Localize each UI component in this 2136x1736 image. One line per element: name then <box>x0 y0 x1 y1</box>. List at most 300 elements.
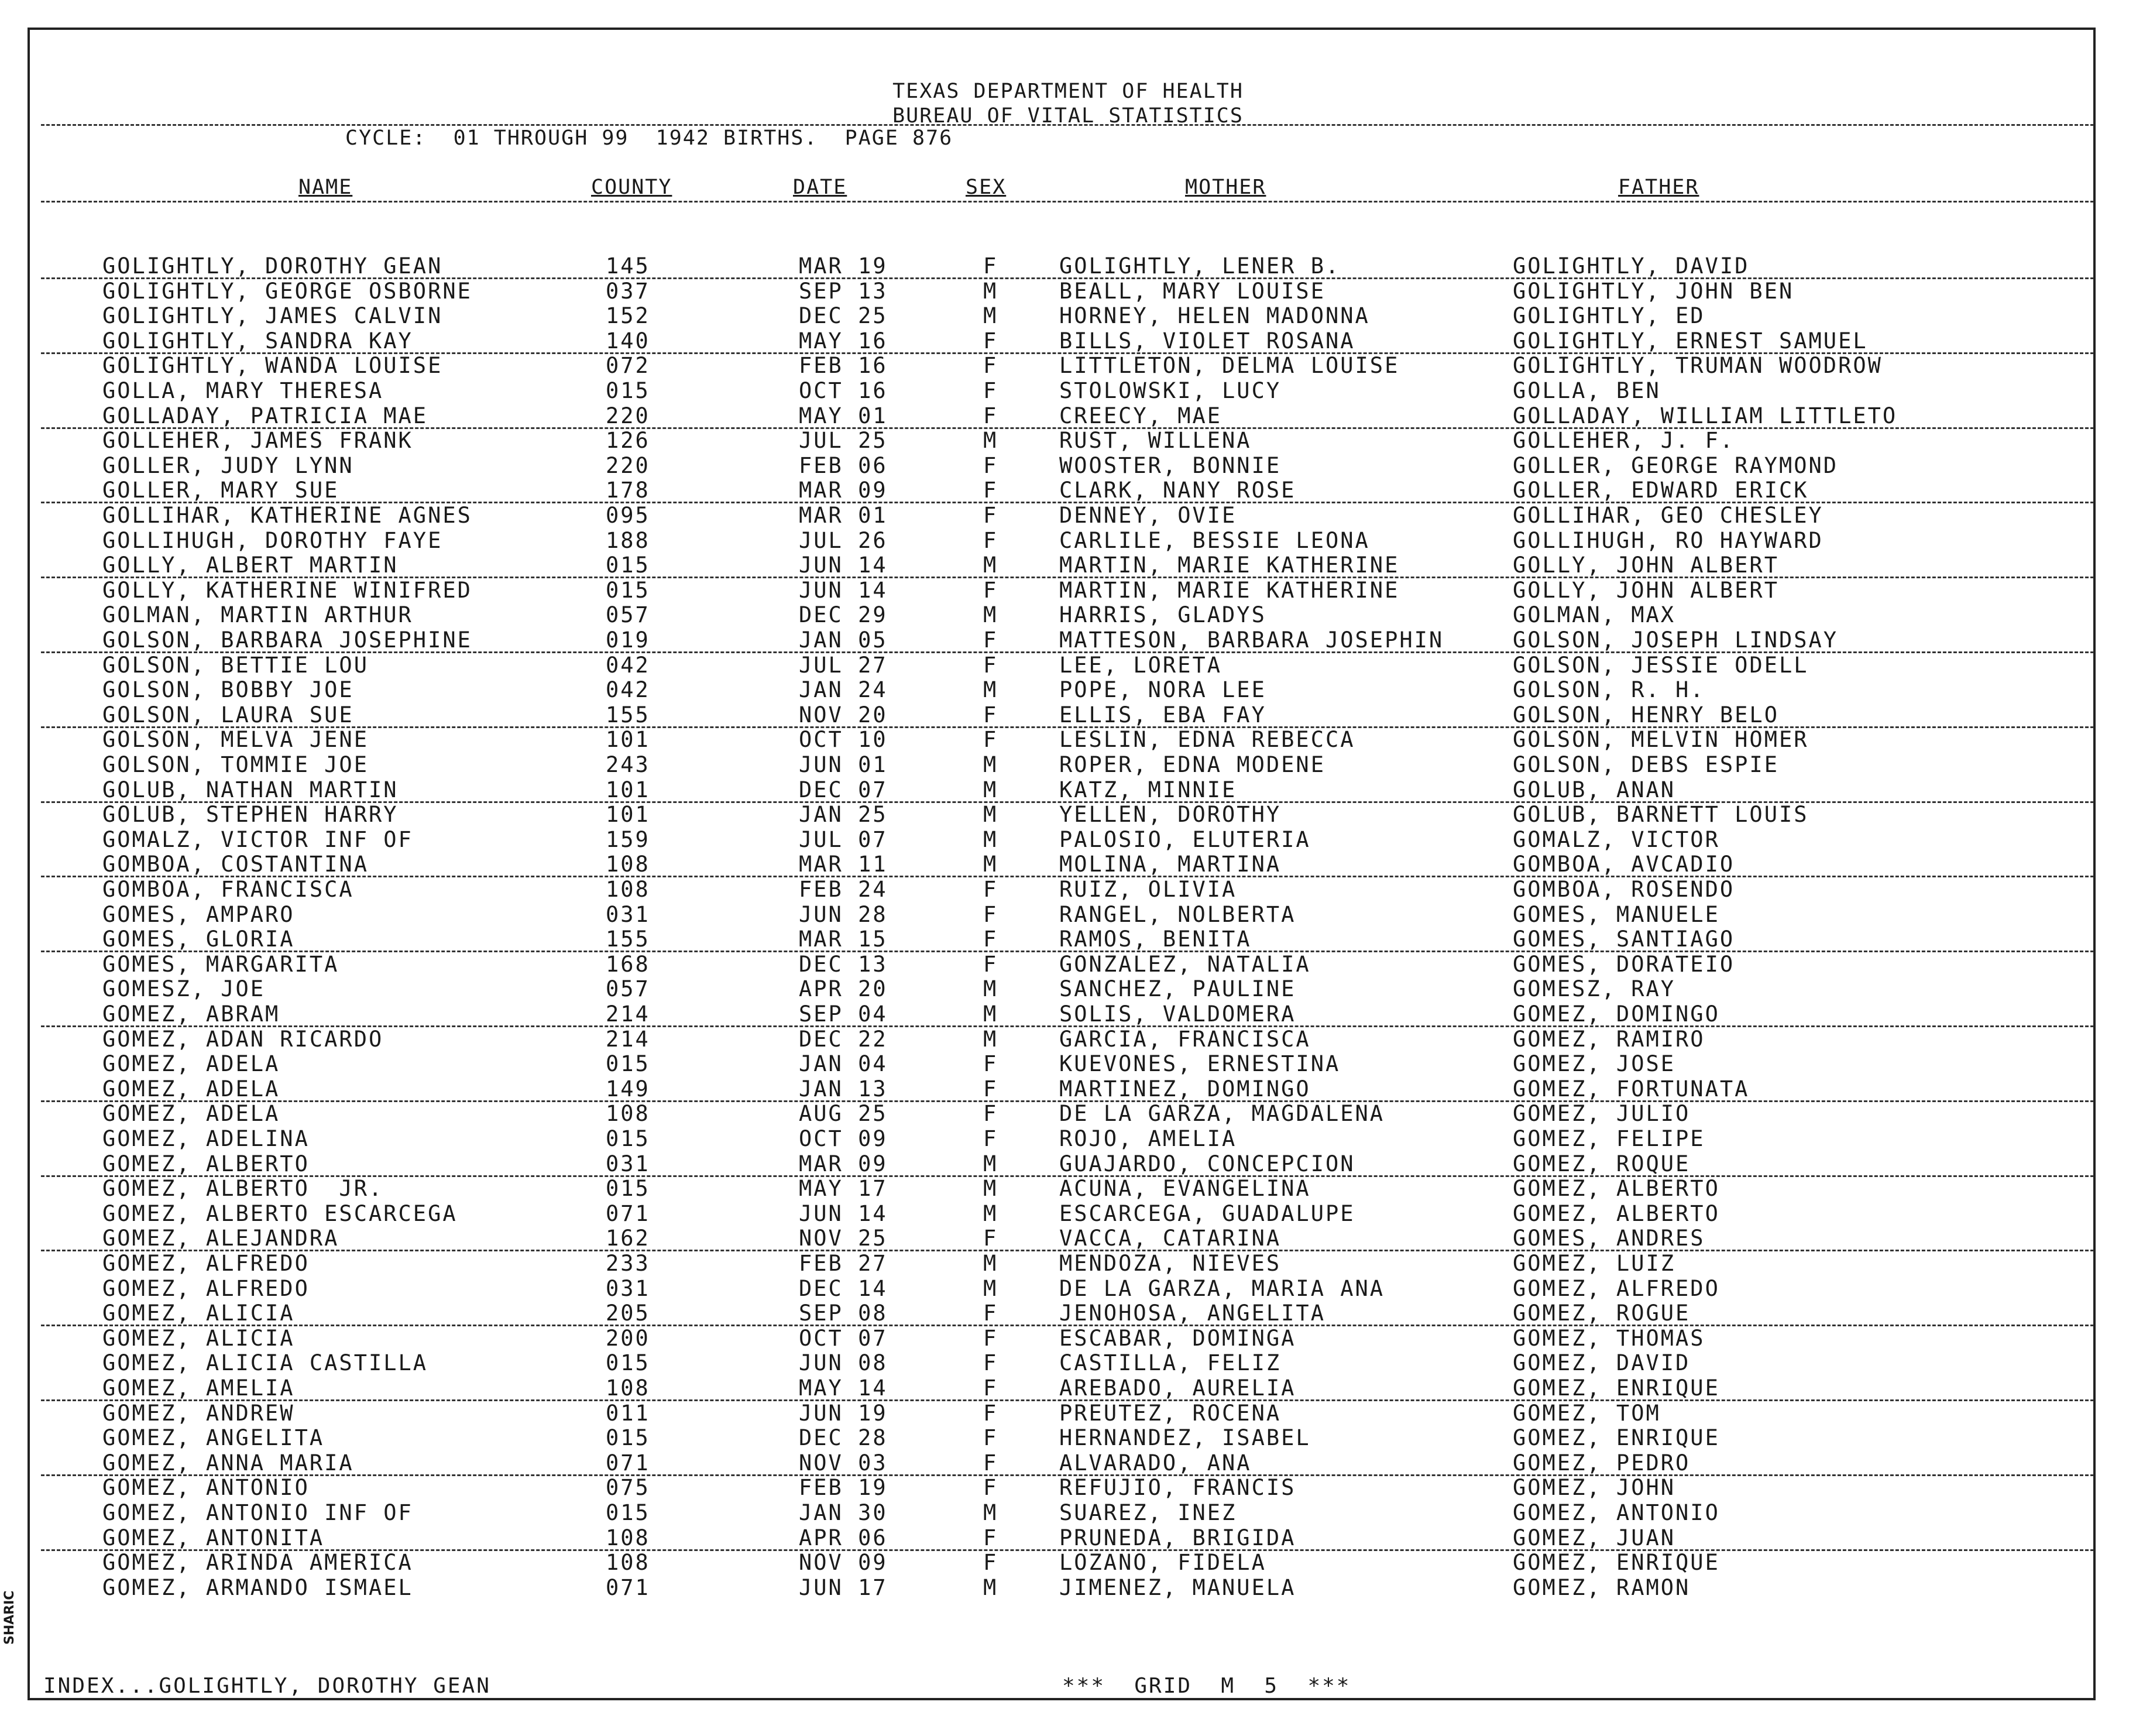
cell-county: 155 <box>606 927 650 952</box>
cell-sex: F <box>983 901 998 927</box>
cell-mother: HERNANDEZ, ISABEL <box>1059 1425 1311 1451</box>
cell-name: GOLIGHTLY, SANDRA KAY <box>102 328 413 354</box>
cell-mother: RANGEL, NOLBERTA <box>1059 901 1296 927</box>
cell-sex: F <box>983 1301 998 1326</box>
cell-date: JUN 14 <box>799 553 888 578</box>
cell-sex: F <box>983 951 998 977</box>
cell-sex: M <box>983 553 998 578</box>
cell-mother: DE LA GARZA, MARIA ANA <box>1059 1275 1385 1301</box>
cell-sex: F <box>983 1475 998 1501</box>
cell-name: GOMEZ, ANTONIO <box>102 1475 310 1501</box>
cell-sex: F <box>983 1226 998 1251</box>
cell-date: OCT 10 <box>799 727 888 753</box>
cell-sex: M <box>983 1500 998 1525</box>
cell-date: FEB 06 <box>799 452 888 478</box>
cell-date: DEC 22 <box>799 1026 888 1052</box>
cell-father: GOMEZ, PEDRO <box>1513 1450 1691 1476</box>
cell-father: GOMBOA, ROSENDO <box>1513 877 1735 902</box>
cell-county: 042 <box>606 652 650 678</box>
cell-father: GOLIGHTLY, DAVID <box>1513 253 1750 279</box>
cell-mother: CLARK, NANY ROSE <box>1059 478 1296 503</box>
cell-name: GOMEZ, ANTONIO INF OF <box>102 1500 413 1525</box>
cell-mother: RAMOS, BENITA <box>1059 927 1252 952</box>
cell-mother: MARTIN, MARIE KATHERINE <box>1059 577 1400 603</box>
cell-father: GOMES, MANUELE <box>1513 901 1720 927</box>
cell-date: MAR 15 <box>799 927 888 952</box>
cell-name: GOMEZ, ALFREDO <box>102 1275 310 1301</box>
cell-mother: JENOHOSA, ANGELITA <box>1059 1301 1325 1326</box>
cell-date: MAR 11 <box>799 852 888 877</box>
cell-father: GOMEZ, TOM <box>1513 1400 1661 1426</box>
cell-mother: REFUJIO, FRANCIS <box>1059 1475 1296 1501</box>
cell-sex: F <box>983 652 998 678</box>
cell-county: 243 <box>606 752 650 777</box>
cell-county: 200 <box>606 1325 650 1351</box>
cell-father: GOMEZ, ENRIQUE <box>1513 1375 1720 1401</box>
cell-name: GOMEZ, AMELIA <box>102 1375 295 1401</box>
cell-date: FEB 16 <box>799 353 888 379</box>
cell-date: JUN 14 <box>799 1200 888 1226</box>
cell-date: MAR 19 <box>799 253 888 279</box>
cell-sex: F <box>983 328 998 354</box>
cell-name: GOMESZ, JOE <box>102 976 266 1002</box>
cell-name: GOMEZ, ARINDA AMERICA <box>102 1550 413 1576</box>
cell-father: GOLLER, GEORGE RAYMOND <box>1513 452 1839 478</box>
cell-date: DEC 25 <box>799 303 888 329</box>
cell-county: 015 <box>606 1176 650 1202</box>
cell-mother: CREECY, MAE <box>1059 403 1222 428</box>
cell-mother: DE LA GARZA, MAGDALENA <box>1059 1101 1385 1127</box>
cell-county: 015 <box>606 378 650 403</box>
cell-father: GOMEZ, THOMAS <box>1513 1325 1705 1351</box>
cell-county: 188 <box>606 527 650 553</box>
cell-county: 031 <box>606 901 650 927</box>
cell-mother: VACCA, CATARINA <box>1059 1226 1282 1251</box>
cell-father: GOLLA, BEN <box>1513 378 1661 403</box>
cell-mother: MOLINA, MARTINA <box>1059 852 1282 877</box>
cell-name: GOLLA, MARY THERESA <box>102 378 384 403</box>
cell-sex: M <box>983 1275 998 1301</box>
cell-father: GOMEZ, JUAN <box>1513 1525 1676 1550</box>
cell-county: 220 <box>606 403 650 428</box>
cell-mother: STOLOWSKI, LUCY <box>1059 378 1282 403</box>
cell-father: GOLSON, R. H. <box>1513 677 1705 703</box>
cell-county: 108 <box>606 1375 650 1401</box>
column-header-mother: MOTHER <box>1185 176 1266 199</box>
cell-sex: M <box>983 303 998 329</box>
cell-father: GOLLER, EDWARD ERICK <box>1513 478 1809 503</box>
cell-date: NOV 03 <box>799 1450 888 1476</box>
cell-date: DEC 07 <box>799 777 888 802</box>
cell-mother: MATTESON, BARBARA JOSEPHIN <box>1059 627 1444 653</box>
cell-father: GOMEZ, DAVID <box>1513 1350 1691 1376</box>
cell-county: 168 <box>606 951 650 977</box>
cell-county: 057 <box>606 602 650 628</box>
cell-mother: MARTIN, MARIE KATHERINE <box>1059 553 1400 578</box>
cell-sex: F <box>983 627 998 653</box>
cell-name: GOMBOA, FRANCISCA <box>102 877 354 902</box>
cell-name: GOLSON, TOMMIE JOE <box>102 752 369 777</box>
cell-sex: F <box>983 1550 998 1576</box>
cell-mother: BILLS, VIOLET ROSANA <box>1059 328 1355 354</box>
cell-father: GOLSON, HENRY BELO <box>1513 702 1779 728</box>
cell-father: GOMEZ, RAMIRO <box>1513 1026 1705 1052</box>
cell-mother: ESCABAR, DOMINGA <box>1059 1325 1296 1351</box>
cell-father: GOLLY, JOHN ALBERT <box>1513 577 1779 603</box>
cell-county: 140 <box>606 328 650 354</box>
cell-county: 162 <box>606 1226 650 1251</box>
cell-date: JAN 24 <box>799 677 888 703</box>
cell-father: GOMBOA, AVCADIO <box>1513 852 1735 877</box>
cell-name: GOLLY, ALBERT MARTIN <box>102 553 399 578</box>
cell-mother: HARRIS, GLADYS <box>1059 602 1266 628</box>
cell-father: GOLLADAY, WILLIAM LITTLETO <box>1513 403 1898 428</box>
cell-name: GOLIGHTLY, DOROTHY GEAN <box>102 253 443 279</box>
cycle-info: CYCLE: 01 THROUGH 99 1942 BIRTHS. PAGE 876 <box>345 126 953 150</box>
cell-mother: LITTLETON, DELMA LOUISE <box>1059 353 1400 379</box>
cell-date: JUL 26 <box>799 527 888 553</box>
cell-mother: ROPER, EDNA MODENE <box>1059 752 1325 777</box>
cell-date: APR 20 <box>799 976 888 1002</box>
cell-date: JUN 14 <box>799 577 888 603</box>
cell-date: MAY 17 <box>799 1176 888 1202</box>
cell-name: GOLLY, KATHERINE WINIFRED <box>102 577 472 603</box>
cell-mother: ACUNA, EVANGELINA <box>1059 1176 1311 1202</box>
index-label: INDEX...GOLIGHTLY, DOROTHY GEAN <box>43 1674 491 1698</box>
cell-name: GOLLIHUGH, DOROTHY FAYE <box>102 527 443 553</box>
cell-name: GOMEZ, ALEJANDRA <box>102 1226 339 1251</box>
cell-county: 233 <box>606 1251 650 1276</box>
cell-father: GOLIGHTLY, TRUMAN WOODROW <box>1513 353 1883 379</box>
cell-sex: M <box>983 602 998 628</box>
cell-county: 214 <box>606 1026 650 1052</box>
cell-mother: ESCARCEGA, GUADALUPE <box>1059 1200 1355 1226</box>
cell-father: GOMEZ, ANTONIO <box>1513 1500 1720 1525</box>
cell-sex: M <box>983 826 998 852</box>
cell-sex: F <box>983 1051 998 1077</box>
cell-father: GOMEZ, JOHN <box>1513 1475 1676 1501</box>
cell-mother: ELLIS, EBA FAY <box>1059 702 1266 728</box>
cell-sex: M <box>983 1026 998 1052</box>
cell-county: 019 <box>606 627 650 653</box>
cell-mother: MENDOZA, NIEVES <box>1059 1251 1282 1276</box>
cell-county: 126 <box>606 428 650 454</box>
cell-mother: AREBADO, AURELIA <box>1059 1375 1296 1401</box>
cell-sex: M <box>983 777 998 802</box>
cell-name: GOMEZ, ALFREDO <box>102 1251 310 1276</box>
cell-sex: M <box>983 802 998 828</box>
cell-father: GOMEZ, JOSE <box>1513 1051 1676 1077</box>
cell-sex: M <box>983 1001 998 1027</box>
cell-father: GOLIGHTLY, ERNEST SAMUEL <box>1513 328 1868 354</box>
cell-county: 178 <box>606 478 650 503</box>
cell-name: GOLSON, BOBBY JOE <box>102 677 354 703</box>
cell-county: 108 <box>606 877 650 902</box>
cell-county: 015 <box>606 1500 650 1525</box>
cell-county: 205 <box>606 1301 650 1326</box>
cell-mother: GOLIGHTLY, LENER B. <box>1059 253 1341 279</box>
cell-date: JAN 25 <box>799 802 888 828</box>
cell-father: GOMEZ, ENRIQUE <box>1513 1425 1720 1451</box>
cell-sex: F <box>983 1325 998 1351</box>
cell-name: GOLLEHER, JAMES FRANK <box>102 428 413 454</box>
cell-mother: CASTILLA, FELIZ <box>1059 1350 1282 1376</box>
column-header-sex: SEX <box>966 176 1007 199</box>
cell-name: GOMEZ, ADELINA <box>102 1126 310 1151</box>
cell-sex: F <box>983 1450 998 1476</box>
cell-mother: BEALL, MARY LOUISE <box>1059 278 1325 304</box>
cell-county: 042 <box>606 677 650 703</box>
cell-name: GOMEZ, ALICIA <box>102 1301 295 1326</box>
cell-mother: GUAJARDO, CONCEPCION <box>1059 1151 1355 1176</box>
cell-county: 159 <box>606 826 650 852</box>
cell-date: DEC 13 <box>799 951 888 977</box>
cell-father: GOMEZ, ALBERTO <box>1513 1200 1720 1226</box>
cell-county: 015 <box>606 1350 650 1376</box>
cell-date: JUL 25 <box>799 428 888 454</box>
cell-name: GOLLADAY, PATRICIA MAE <box>102 403 428 428</box>
cell-sex: M <box>983 278 998 304</box>
cell-father: GOMESZ, RAY <box>1513 976 1676 1002</box>
cell-sex: F <box>983 353 998 379</box>
cell-county: 015 <box>606 577 650 603</box>
cell-name: GOMEZ, ABRAM <box>102 1001 280 1027</box>
cell-name: GOMEZ, ALBERTO JR. <box>102 1176 384 1202</box>
cell-date: NOV 20 <box>799 702 888 728</box>
cell-sex: M <box>983 1151 998 1176</box>
cell-sex: F <box>983 1076 998 1102</box>
cell-mother: KATZ, MINNIE <box>1059 777 1237 802</box>
cell-date: DEC 28 <box>799 1425 888 1451</box>
cell-mother: KUEVONES, ERNESTINA <box>1059 1051 1341 1077</box>
cell-mother: CARLILE, BESSIE LEONA <box>1059 527 1370 553</box>
cell-father: GOMEZ, JULIO <box>1513 1101 1691 1127</box>
cell-sex: M <box>983 428 998 454</box>
cell-name: GOLUB, STEPHEN HARRY <box>102 802 399 828</box>
cell-mother: DENNEY, OVIE <box>1059 503 1237 528</box>
cell-name: GOMEZ, ADAN RICARDO <box>102 1026 384 1052</box>
bureau-title: BUREAU OF VITAL STATISTICS <box>892 104 1244 128</box>
cell-name: GOMEZ, ADELA <box>102 1076 280 1102</box>
cell-date: JAN 30 <box>799 1500 888 1525</box>
cell-county: 031 <box>606 1151 650 1176</box>
cell-mother: LEE, LORETA <box>1059 652 1222 678</box>
column-header-county: COUNTY <box>591 176 672 199</box>
cell-name: GOLIGHTLY, GEORGE OSBORNE <box>102 278 472 304</box>
cell-county: 149 <box>606 1076 650 1102</box>
cell-county: 037 <box>606 278 650 304</box>
cell-date: SEP 08 <box>799 1301 888 1326</box>
cell-father: GOMEZ, LUIZ <box>1513 1251 1676 1276</box>
cell-father: GOMEZ, ROQUE <box>1513 1151 1691 1176</box>
cell-sex: F <box>983 727 998 753</box>
cell-date: FEB 24 <box>799 877 888 902</box>
cell-name: GOMEZ, ANTONITA <box>102 1525 325 1550</box>
cell-father: GOMES, SANTIAGO <box>1513 927 1735 952</box>
cell-father: GOMES, ANDRES <box>1513 1226 1705 1251</box>
cell-sex: F <box>983 1375 998 1401</box>
cell-name: GOLLIHAR, KATHERINE AGNES <box>102 503 472 528</box>
cell-date: OCT 07 <box>799 1325 888 1351</box>
cell-sex: F <box>983 702 998 728</box>
cell-county: 095 <box>606 503 650 528</box>
cell-father: GOLLY, JOHN ALBERT <box>1513 553 1779 578</box>
cell-name: GOMEZ, ARMANDO ISMAEL <box>102 1574 413 1600</box>
cell-date: JUL 27 <box>799 652 888 678</box>
cell-date: FEB 19 <box>799 1475 888 1501</box>
cell-sex: F <box>983 403 998 428</box>
cell-county: 101 <box>606 727 650 753</box>
cell-mother: HORNEY, HELEN MADONNA <box>1059 303 1370 329</box>
cell-sex: M <box>983 752 998 777</box>
cell-name: GOMES, GLORIA <box>102 927 295 952</box>
cell-date: FEB 27 <box>799 1251 888 1276</box>
cell-date: OCT 09 <box>799 1126 888 1151</box>
cell-mother: PALOSIO, ELUTERIA <box>1059 826 1311 852</box>
cell-name: GOMEZ, ANDREW <box>102 1400 295 1426</box>
agency-title: TEXAS DEPARTMENT OF HEALTH <box>892 80 1244 103</box>
cell-date: AUG 25 <box>799 1101 888 1127</box>
cell-father: GOLLEHER, J. F. <box>1513 428 1735 454</box>
cell-date: MAR 09 <box>799 1151 888 1176</box>
cell-sex: F <box>983 503 998 528</box>
cell-date: JUN 08 <box>799 1350 888 1376</box>
cell-sex: F <box>983 1126 998 1151</box>
cell-mother: ALVARADO, ANA <box>1059 1450 1252 1476</box>
cell-name: GOMEZ, ALBERTO ESCARCEGA <box>102 1200 458 1226</box>
cell-name: GOLSON, BARBARA JOSEPHINE <box>102 627 472 653</box>
cell-mother: POPE, NORA LEE <box>1059 677 1266 703</box>
cell-date: JUN 17 <box>799 1574 888 1600</box>
cell-county: 057 <box>606 976 650 1002</box>
cell-name: GOLUB, NATHAN MARTIN <box>102 777 399 802</box>
cell-mother: PRUNEDA, BRIGIDA <box>1059 1525 1296 1550</box>
cell-sex: M <box>983 1251 998 1276</box>
cell-date: OCT 16 <box>799 378 888 403</box>
cell-sex: F <box>983 478 998 503</box>
cell-date: JUN 28 <box>799 901 888 927</box>
cell-sex: F <box>983 1400 998 1426</box>
cell-county: 108 <box>606 1525 650 1550</box>
column-header-father: FATHER <box>1618 176 1699 199</box>
cell-father: GOLUB, BARNETT LOUIS <box>1513 802 1809 828</box>
cell-date: NOV 25 <box>799 1226 888 1251</box>
cell-mother: GONZALEZ, NATALIA <box>1059 951 1311 977</box>
cell-date: MAR 09 <box>799 478 888 503</box>
cell-date: JAN 04 <box>799 1051 888 1077</box>
cell-county: 015 <box>606 1051 650 1077</box>
cell-county: 152 <box>606 303 650 329</box>
cell-father: GOLSON, JOSEPH LINDSAY <box>1513 627 1839 653</box>
cell-county: 071 <box>606 1574 650 1600</box>
cell-sex: M <box>983 1574 998 1600</box>
cell-date: NOV 09 <box>799 1550 888 1576</box>
cell-county: 015 <box>606 1425 650 1451</box>
cell-name: GOMBOA, COSTANTINA <box>102 852 369 877</box>
grid-label: *** GRID M 5 *** <box>1062 1674 1351 1698</box>
cell-sex: F <box>983 452 998 478</box>
cell-father: GOLIGHTLY, JOHN BEN <box>1513 278 1794 304</box>
cell-sex: F <box>983 378 998 403</box>
cell-county: 072 <box>606 353 650 379</box>
cell-sex: F <box>983 253 998 279</box>
cell-mother: GARCIA, FRANCISCA <box>1059 1026 1311 1052</box>
cell-mother: LESLIN, EDNA REBECCA <box>1059 727 1355 753</box>
cell-father: GOMEZ, ROGUE <box>1513 1301 1691 1326</box>
cell-name: GOMALZ, VICTOR INF OF <box>102 826 413 852</box>
cell-county: 108 <box>606 852 650 877</box>
cell-name: GOMEZ, ANGELITA <box>102 1425 325 1451</box>
cell-date: SEP 04 <box>799 1001 888 1027</box>
cell-mother: ROJO, AMELIA <box>1059 1126 1237 1151</box>
cell-name: GOLIGHTLY, JAMES CALVIN <box>102 303 443 329</box>
cell-father: GOLSON, JESSIE ODELL <box>1513 652 1809 678</box>
cell-name: GOLMAN, MARTIN ARTHUR <box>102 602 413 628</box>
cell-date: JUN 19 <box>799 1400 888 1426</box>
cell-mother: SOLIS, VALDOMERA <box>1059 1001 1296 1027</box>
cell-county: 214 <box>606 1001 650 1027</box>
cell-father: GOLMAN, MAX <box>1513 602 1676 628</box>
cell-sex: F <box>983 577 998 603</box>
cell-date: DEC 29 <box>799 602 888 628</box>
cell-father: GOLIGHTLY, ED <box>1513 303 1705 329</box>
cell-date: MAY 14 <box>799 1375 888 1401</box>
cell-father: GOLSON, MELVIN HOMER <box>1513 727 1809 753</box>
cell-father: GOMEZ, FELIPE <box>1513 1126 1705 1151</box>
cell-father: GOMEZ, FORTUNATA <box>1513 1076 1750 1102</box>
cell-mother: PREUTEZ, ROCENA <box>1059 1400 1282 1426</box>
cell-mother: LOZANO, FIDELA <box>1059 1550 1266 1576</box>
cell-date: JUL 07 <box>799 826 888 852</box>
cell-sex: F <box>983 1425 998 1451</box>
cell-name: GOMEZ, ALBERTO <box>102 1151 310 1176</box>
cell-name: GOLLER, MARY SUE <box>102 478 339 503</box>
cell-date: DEC 14 <box>799 1275 888 1301</box>
cell-father: GOLUB, ANAN <box>1513 777 1676 802</box>
cell-sex: M <box>983 1200 998 1226</box>
cell-date: MAY 16 <box>799 328 888 354</box>
cell-mother: MARTINEZ, DOMINGO <box>1059 1076 1311 1102</box>
cell-county: 101 <box>606 777 650 802</box>
cell-sex: F <box>983 1525 998 1550</box>
cell-sex: F <box>983 527 998 553</box>
cell-name: GOMES, MARGARITA <box>102 951 339 977</box>
cell-county: 071 <box>606 1450 650 1476</box>
cell-county: 015 <box>606 553 650 578</box>
cell-date: MAR 01 <box>799 503 888 528</box>
cell-mother: SUAREZ, INEZ <box>1059 1500 1237 1525</box>
side-label: SHARIC <box>2 1590 17 1645</box>
cell-father: GOMES, DORATEIO <box>1513 951 1735 977</box>
column-header-name: NAME <box>298 176 353 199</box>
cell-county: 108 <box>606 1101 650 1127</box>
cell-date: APR 06 <box>799 1525 888 1550</box>
cell-mother: RUIZ, OLIVIA <box>1059 877 1237 902</box>
cell-mother: SANCHEZ, PAULINE <box>1059 976 1296 1002</box>
cell-mother: JIMENEZ, MANUELA <box>1059 1574 1296 1600</box>
cell-sex: M <box>983 976 998 1002</box>
cell-date: SEP 13 <box>799 278 888 304</box>
cell-name: GOLSON, MELVA JENE <box>102 727 369 753</box>
cell-name: GOMEZ, ALICIA CASTILLA <box>102 1350 428 1376</box>
cell-name: GOMEZ, ALICIA <box>102 1325 295 1351</box>
cell-date: MAY 01 <box>799 403 888 428</box>
cell-sex: M <box>983 677 998 703</box>
cell-county: 015 <box>606 1126 650 1151</box>
cell-date: JAN 05 <box>799 627 888 653</box>
cell-date: JUN 01 <box>799 752 888 777</box>
cell-name: GOMEZ, ADELA <box>102 1101 280 1127</box>
